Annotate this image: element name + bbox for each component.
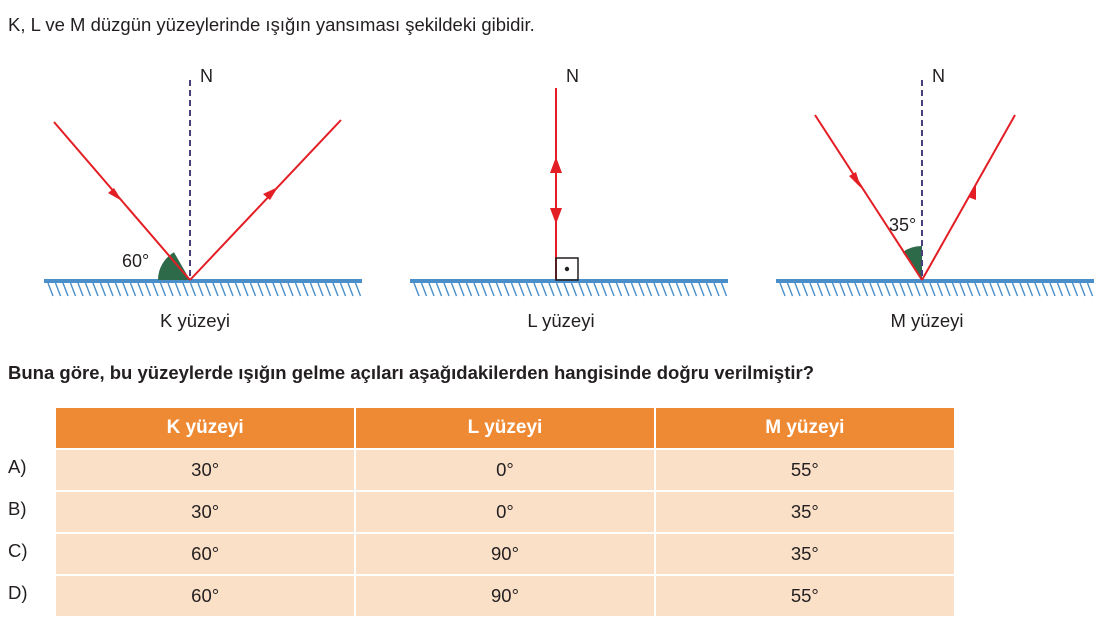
angle-label-k: 60° <box>122 251 150 271</box>
surface-hatch <box>840 283 845 296</box>
surface-hatch <box>803 283 808 296</box>
surface-hatch <box>243 283 248 296</box>
surface-hatch <box>452 283 457 296</box>
cell-b-l: 0° <box>355 491 654 533</box>
reflected-ray-k <box>190 120 341 280</box>
surface-hatch <box>311 283 316 296</box>
surface-hatch <box>915 283 920 296</box>
surface-name-k: K yüzeyi <box>160 310 230 331</box>
surface-hatch <box>647 283 652 296</box>
surface-hatch <box>870 283 875 296</box>
surface-hatch <box>56 283 61 296</box>
surface-l <box>410 279 728 296</box>
surface-hatch <box>564 283 569 296</box>
surface-hatch <box>422 283 427 296</box>
surface-hatch <box>639 283 644 296</box>
normal-label-m: N <box>932 66 945 86</box>
surface-hatch <box>221 283 226 296</box>
cell-d-l: 90° <box>355 575 654 617</box>
diagram-m <box>762 60 1092 340</box>
surface-hatch <box>587 283 592 296</box>
surface-hatch <box>467 283 472 296</box>
surface-hatch <box>542 283 547 296</box>
surface-hatch <box>968 283 973 296</box>
surface-hatch <box>176 283 181 296</box>
cell-c-m: 35° <box>655 533 954 575</box>
header-k: K yüzeyi <box>56 408 355 449</box>
surface-hatch <box>818 283 823 296</box>
surface-hatch <box>429 283 434 296</box>
surface-hatch <box>699 283 704 296</box>
surface-hatch <box>437 283 442 296</box>
surface-hatch <box>953 283 958 296</box>
surface-hatch <box>677 283 682 296</box>
diagram-l <box>396 60 726 340</box>
surface-hatch <box>183 283 188 296</box>
surface-hatch <box>557 283 562 296</box>
surface-hatch <box>258 283 263 296</box>
surface-hatch <box>414 283 419 296</box>
angle-label-m: 35° <box>889 215 917 235</box>
diagram-m-svg <box>762 60 1092 340</box>
surface-hatch <box>722 283 727 296</box>
surface-hatch <box>833 283 838 296</box>
surface-hatch <box>825 283 830 296</box>
cell-a-k: 30° <box>56 449 355 491</box>
normal-label-k: N <box>200 66 213 86</box>
header-l: L yüzeyi <box>355 408 654 449</box>
surface-hatch <box>123 283 128 296</box>
table-row[interactable] <box>56 533 954 575</box>
surface-hatch <box>654 283 659 296</box>
surface-hatch <box>288 283 293 296</box>
down-arrow-l <box>550 208 562 224</box>
surface-hatch <box>266 283 271 296</box>
cell-c-l: 90° <box>355 533 654 575</box>
surface-hatch <box>296 283 301 296</box>
surface-hatch <box>489 283 494 296</box>
right-angle-dot-l <box>565 267 569 271</box>
question-text: Buna göre, bu yüzeylerde ışığın gelme açıları aşağıdakilerden hangisinde doğru verilmiştir? <box>8 362 815 383</box>
surface-hatch <box>1013 283 1018 296</box>
surface-hatch <box>1080 283 1085 296</box>
up-arrow-l <box>550 157 562 173</box>
surface-hatch <box>863 283 868 296</box>
surface-hatch <box>983 283 988 296</box>
surface-hatch <box>998 283 1003 296</box>
surface-hatch <box>900 283 905 296</box>
surface-hatch <box>86 283 91 296</box>
cell-b-m: 35° <box>655 491 954 533</box>
surface-hatch <box>93 283 98 296</box>
surface-hatch <box>624 283 629 296</box>
surface-hatch <box>138 283 143 296</box>
surface-hatch <box>101 283 106 296</box>
surface-hatch <box>602 283 607 296</box>
surface-hatch <box>594 283 599 296</box>
surface-hatch <box>692 283 697 296</box>
surface-hatch <box>527 283 532 296</box>
option-d-label[interactable]: D) <box>8 582 28 603</box>
option-c-label[interactable]: C) <box>8 540 28 561</box>
reflected-arrow-k <box>263 187 278 200</box>
diagram-k-svg <box>30 60 360 340</box>
surface-hatch <box>348 283 353 296</box>
surface-k <box>44 279 362 296</box>
surface-hatch <box>146 283 151 296</box>
diagram-k <box>30 60 360 340</box>
surface-hatch <box>579 283 584 296</box>
surface-hatch <box>534 283 539 296</box>
option-b-label[interactable]: B) <box>8 498 27 519</box>
cell-a-m: 55° <box>655 449 954 491</box>
surface-hatch <box>78 283 83 296</box>
surface-hatch <box>482 283 487 296</box>
table-row[interactable] <box>56 491 954 533</box>
surface-hatch <box>1043 283 1048 296</box>
cell-c-k: 60° <box>56 533 355 575</box>
surface-hatch <box>960 283 965 296</box>
surface-hatch <box>153 283 158 296</box>
surface-hatch <box>213 283 218 296</box>
surface-hatch <box>923 283 928 296</box>
intro-text: K, L ve M düzgün yüzeylerinde ışığın yansıması şekildeki gibidir. <box>8 14 535 35</box>
surface-hatch <box>168 283 173 296</box>
surface-hatch <box>990 283 995 296</box>
surface-hatch <box>251 283 256 296</box>
table-header-row <box>56 408 954 449</box>
surface-hatch <box>474 283 479 296</box>
surface-hatch <box>788 283 793 296</box>
surface-hatch <box>191 283 196 296</box>
surface-name-l: L yüzeyi <box>527 310 595 331</box>
surface-hatch <box>885 283 890 296</box>
surface-hatch <box>303 283 308 296</box>
surface-hatch <box>116 283 121 296</box>
cell-d-m: 55° <box>655 575 954 617</box>
surface-hatch <box>1035 283 1040 296</box>
surface-hatch <box>236 283 241 296</box>
surface-hatch <box>975 283 980 296</box>
surface-hatch <box>318 283 323 296</box>
surface-hatch <box>669 283 674 296</box>
surface-hatch <box>1028 283 1033 296</box>
surface-hatch <box>908 283 913 296</box>
surface-hatch <box>444 283 449 296</box>
surface-hatch <box>131 283 136 296</box>
surface-hatch <box>780 283 785 296</box>
surface-hatch <box>504 283 509 296</box>
surface-hatch <box>1020 283 1025 296</box>
surface-hatch <box>71 283 76 296</box>
surface-hatch <box>1065 283 1070 296</box>
surface-hatch <box>206 283 211 296</box>
surface-hatch <box>714 283 719 296</box>
surface-m <box>776 279 1094 296</box>
diagram-l-svg <box>396 60 726 340</box>
surface-hatch <box>609 283 614 296</box>
surface-hatch <box>48 283 53 296</box>
surface-hatch <box>938 283 943 296</box>
surface-hatch <box>326 283 331 296</box>
reflected-arrow-m <box>968 183 976 200</box>
surface-hatch <box>108 283 113 296</box>
surface-name-m: M yüzeyi <box>890 310 964 331</box>
surface-hatch <box>930 283 935 296</box>
surface-hatch <box>632 283 637 296</box>
surface-hatch <box>662 283 667 296</box>
surface-hatch <box>878 283 883 296</box>
surface-hatch <box>1058 283 1063 296</box>
surface-line <box>44 279 362 283</box>
surface-hatch <box>795 283 800 296</box>
option-a-label[interactable]: A) <box>8 456 27 477</box>
surface-hatch <box>707 283 712 296</box>
surface-hatch <box>848 283 853 296</box>
surface-hatch <box>356 283 361 296</box>
surface-hatch <box>855 283 860 296</box>
cell-b-k: 30° <box>56 491 355 533</box>
surface-hatch <box>281 283 286 296</box>
table-row[interactable] <box>56 575 954 617</box>
surface-hatch <box>341 283 346 296</box>
surface-hatch <box>161 283 166 296</box>
surface-hatch <box>945 283 950 296</box>
surface-hatch <box>572 283 577 296</box>
answers-table <box>56 408 954 618</box>
surface-line <box>776 279 1094 283</box>
surface-hatch <box>1073 283 1078 296</box>
table-row[interactable] <box>56 449 954 491</box>
surface-hatch <box>1050 283 1055 296</box>
surface-hatch <box>1088 283 1093 296</box>
surface-hatch <box>333 283 338 296</box>
surface-hatch <box>273 283 278 296</box>
surface-hatch <box>810 283 815 296</box>
surface-hatch <box>684 283 689 296</box>
surface-hatch <box>893 283 898 296</box>
incident-ray-m <box>815 115 922 280</box>
cell-d-k: 60° <box>56 575 355 617</box>
cell-a-l: 0° <box>355 449 654 491</box>
surface-hatch <box>512 283 517 296</box>
surface-hatch <box>198 283 203 296</box>
incident-arrow-k <box>108 188 122 201</box>
surface-hatch <box>1005 283 1010 296</box>
normal-label-l: N <box>566 66 579 86</box>
surface-hatch <box>549 283 554 296</box>
reflected-ray-m <box>922 115 1015 280</box>
surface-hatch <box>617 283 622 296</box>
surface-hatch <box>459 283 464 296</box>
surface-hatch <box>519 283 524 296</box>
incident-arrow-m <box>849 172 861 188</box>
surface-hatch <box>63 283 68 296</box>
surface-hatch <box>497 283 502 296</box>
surface-hatch <box>228 283 233 296</box>
header-m: M yüzeyi <box>655 408 954 449</box>
